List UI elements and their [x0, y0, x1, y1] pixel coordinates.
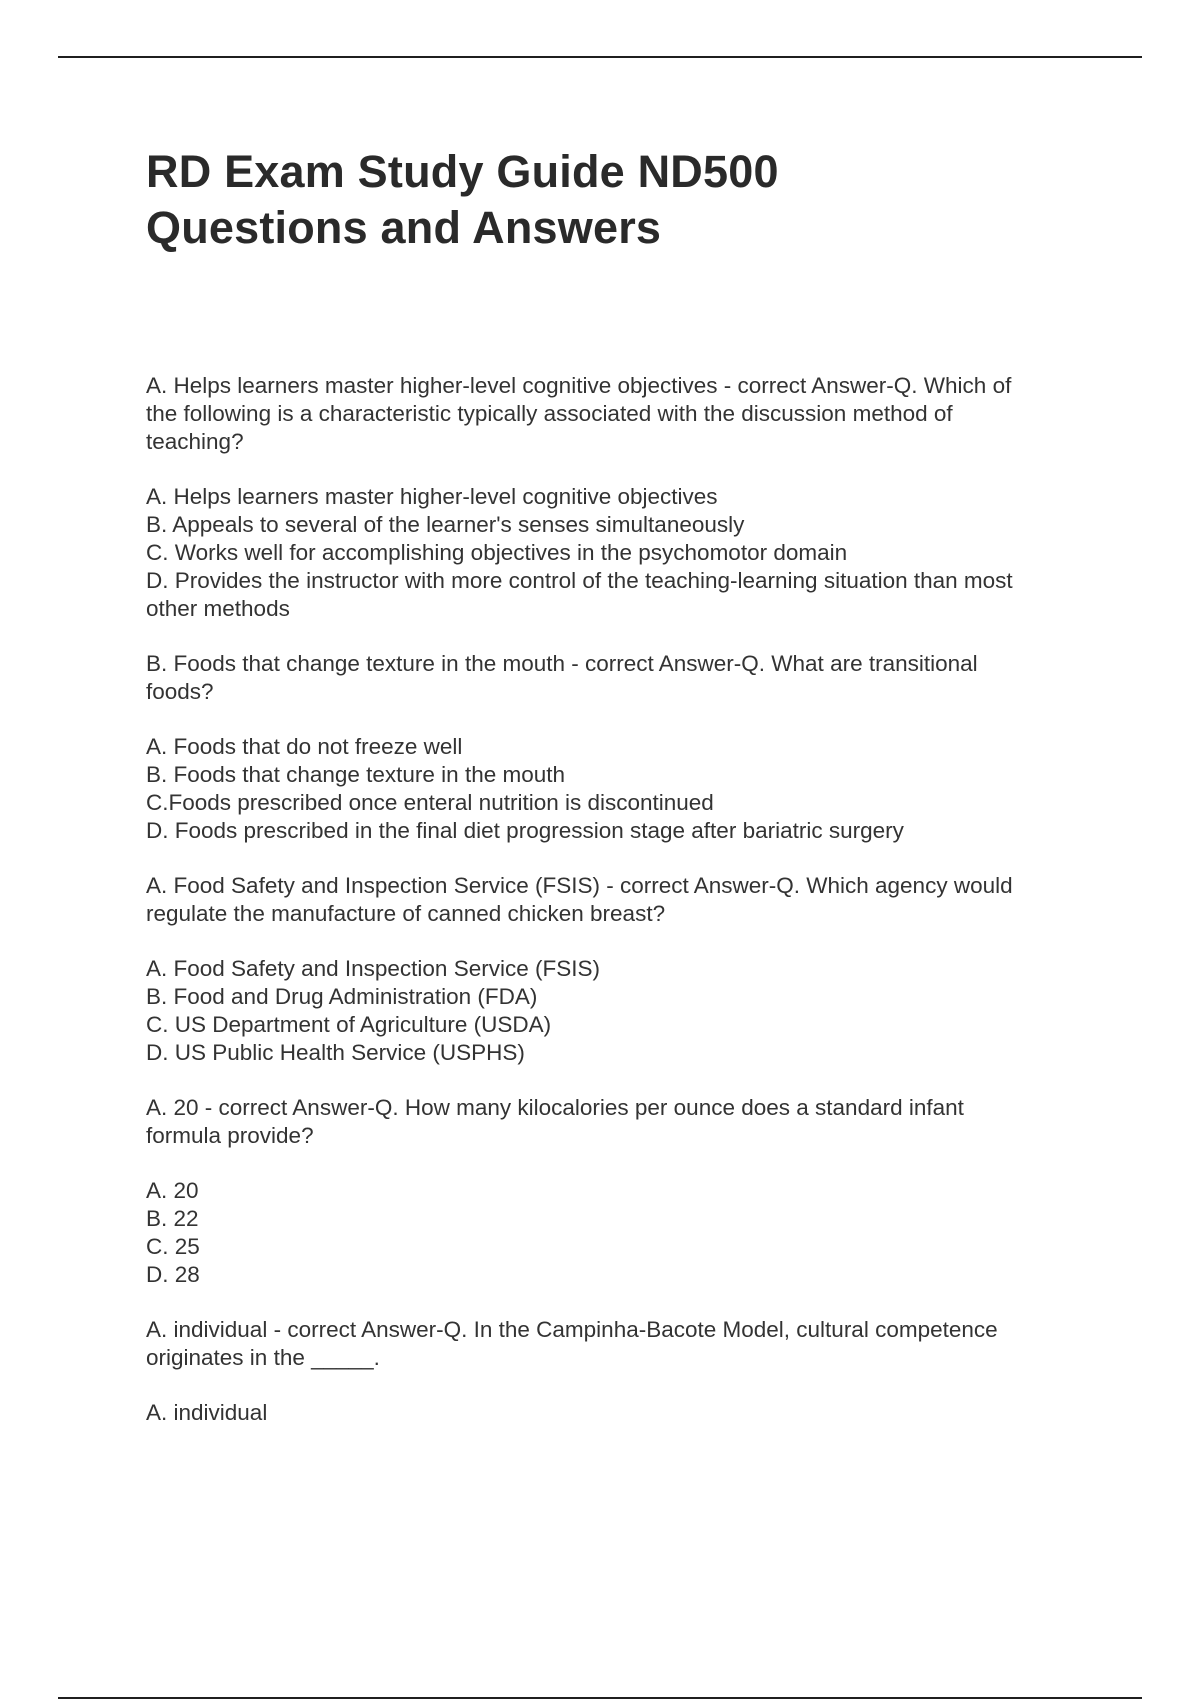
top-divider	[58, 56, 1142, 58]
document-title	[146, 144, 1096, 256]
option-line: C. US Department of Agriculture (USDA)	[146, 1012, 552, 1037]
text-line: formula provide?	[146, 1123, 314, 1148]
text-line: B. Foods that change texture in the mouth - correct Answer-Q. What are transitional	[146, 651, 978, 676]
text-line: regulate the manufacture of canned chicken breast?	[146, 901, 666, 926]
document-title-line-1: RD Exam Study Guide ND500	[146, 146, 779, 197]
text-line: A. 20 - correct Answer-Q. How many kilocalories per ounce does a standard infant	[146, 1095, 964, 1120]
text-line: foods?	[146, 679, 214, 704]
option-line: A. Foods that do not freeze well	[146, 734, 463, 759]
answer-question-block-3	[146, 872, 1096, 928]
option-line: B. Appeals to several of the learner's senses simultaneously	[146, 512, 745, 537]
option-line: A. individual	[146, 1400, 268, 1425]
option-line: B. 22	[146, 1206, 199, 1231]
text-line: A. individual - correct Answer-Q. In the Campinha-Bacote Model, cultural competence	[146, 1317, 998, 1342]
options-block-4	[146, 1177, 1096, 1289]
option-line: B. Food and Drug Administration (FDA)	[146, 984, 538, 1009]
option-line: other methods	[146, 596, 290, 621]
answer-question-block-5	[146, 1316, 1096, 1372]
text-line: the following is a characteristic typically associated with the discussion method of	[146, 401, 953, 426]
option-line: D. Foods prescribed in the final diet progression stage after bariatric surgery	[146, 818, 904, 843]
answer-question-block-1	[146, 372, 1096, 456]
document-page	[146, 144, 1096, 1454]
text-line: teaching?	[146, 429, 244, 454]
options-block-2	[146, 733, 1096, 845]
text-line: originates in the _____.	[146, 1345, 380, 1370]
option-line: A. Food Safety and Inspection Service (FSIS)	[146, 956, 600, 981]
option-line: A. Helps learners master higher-level cognitive objectives	[146, 484, 718, 509]
question-answer-list	[146, 372, 1096, 1427]
option-line: D. 28	[146, 1262, 200, 1287]
options-block-5	[146, 1399, 1096, 1427]
text-line: A. Food Safety and Inspection Service (FSIS) - correct Answer-Q. Which agency would	[146, 873, 1013, 898]
option-line: D. US Public Health Service (USPHS)	[146, 1040, 525, 1065]
text-line: A. Helps learners master higher-level cognitive objectives - correct Answer-Q. Which of	[146, 373, 1012, 398]
options-block-3	[146, 955, 1096, 1067]
options-block-1	[146, 483, 1096, 623]
answer-question-block-2	[146, 650, 1096, 706]
option-line: B. Foods that change texture in the mouth	[146, 762, 566, 787]
option-line: A. 20	[146, 1178, 199, 1203]
option-line: C.Foods prescribed once enteral nutrition is discontinued	[146, 790, 714, 815]
document-title-line-2: Questions and Answers	[146, 202, 662, 253]
bottom-divider	[58, 1697, 1142, 1699]
answer-question-block-4	[146, 1094, 1096, 1150]
option-line: C. 25	[146, 1234, 200, 1259]
option-line: D. Provides the instructor with more control of the teaching-learning situation than most	[146, 568, 1013, 593]
option-line: C. Works well for accomplishing objectives in the psychomotor domain	[146, 540, 848, 565]
